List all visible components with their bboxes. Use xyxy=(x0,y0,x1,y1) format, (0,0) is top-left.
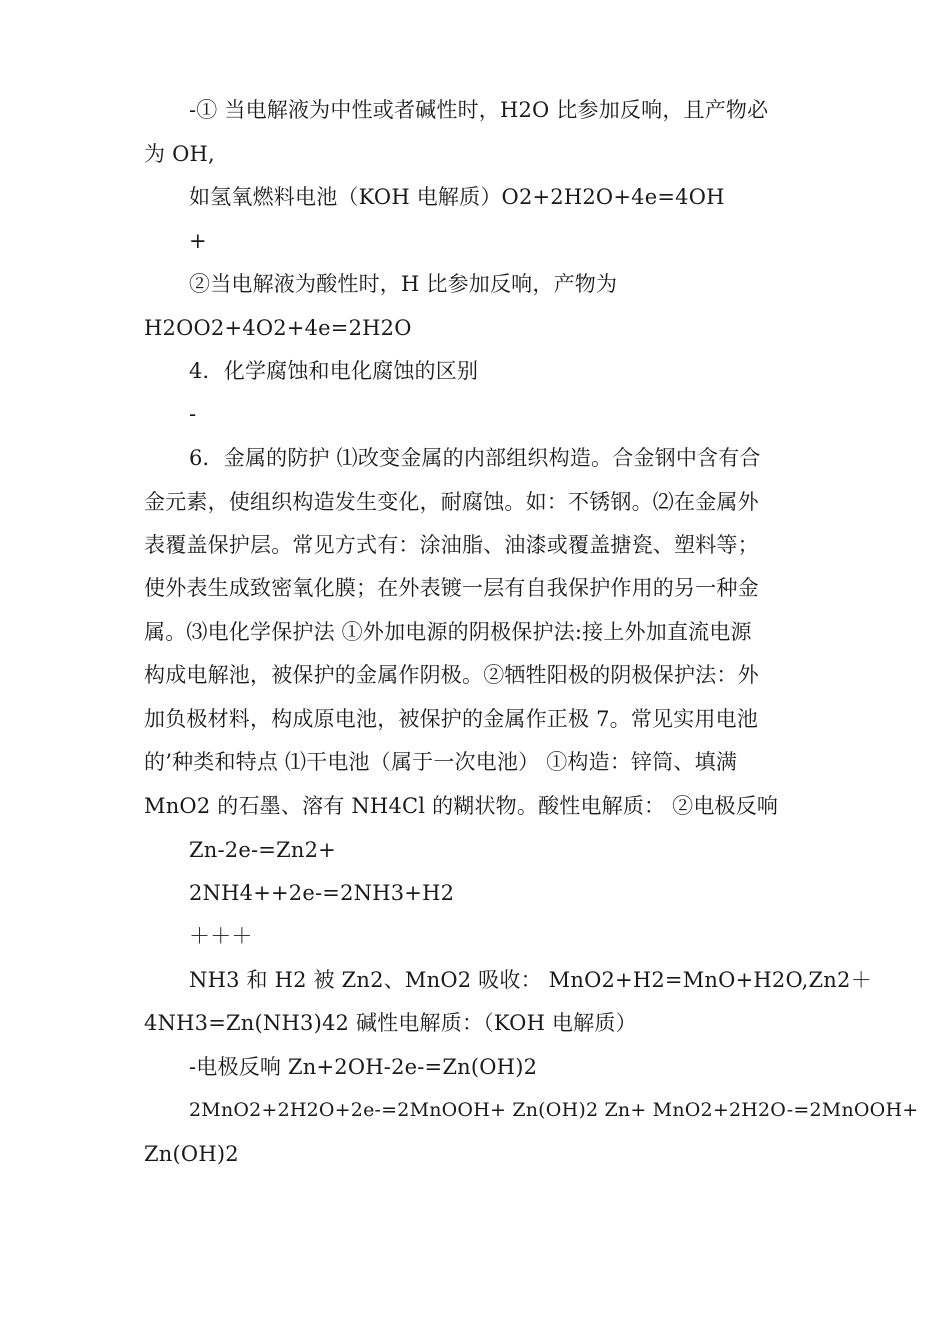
text-line: 表覆盖保护层。常见方式有：涂油脂、油漆或覆盖搪瓷、塑料等； xyxy=(144,533,759,557)
section-heading: 4．化学腐蚀和电化腐蚀的区别 xyxy=(189,359,479,383)
text-line: 2MnO2+2H2O+2e-=2MnOOH+ Zn(OH)2 Zn+ MnO2+2H2O-=2MnOOH+ xyxy=(189,1099,919,1121)
text-line: + xyxy=(189,229,207,253)
text-line: MnO2 的石墨、溶有 NH4Cl 的糊状物。酸性电解质： ②电极反响 xyxy=(144,794,779,818)
text-line: 4NH3=Zn(NH3)42 碱性电解质：（KOH 电解质） xyxy=(144,1011,637,1035)
text-line: 金元素，使组织构造发生变化，耐腐蚀。如：不锈钢。⑵在金属外 xyxy=(144,490,759,514)
text-line: 为 OH, xyxy=(144,142,215,166)
text-line: ＋＋＋ xyxy=(189,924,253,948)
text-line: 6．金属的防护 ⑴改变金属的内部组织构造。合金钢中含有合 xyxy=(189,446,761,470)
text-line: -① 当电解液为中性或者碱性时，H2O 比参加反响，且产物必 xyxy=(189,98,769,122)
text-line: 使外表生成致密氧化膜；在外表镀一层有自我保护作用的另一种金 xyxy=(144,576,759,600)
text-line: 加负极材料，构成原电池，被保护的金属作正极 7。常见实用电池 xyxy=(144,707,759,731)
text-line: H2OO2+4O2+4e=2H2O xyxy=(144,316,412,340)
text-line: - xyxy=(189,402,197,426)
text-line: 的’种类和特点 ⑴干电池（属于一次电池） ①构造：锌筒、填满 xyxy=(144,750,738,774)
text-line: -电极反响 Zn+2OH-2e-=Zn(OH)2 xyxy=(189,1055,538,1079)
text-line: 构成电解池，被保护的金属作阴极。②牺牲阳极的阴极保护法：外 xyxy=(144,663,759,687)
text-line: NH3 和 H2 被 Zn2、MnO2 吸收： MnO2+H2=MnO+H2O,Zn2＋ xyxy=(189,968,872,992)
text-line: 如氢氧燃料电池（KOH 电解质）O2+2H2O+4e=4OH xyxy=(189,185,725,209)
text-line: Zn-2e-=Zn2+ xyxy=(189,838,336,862)
text-line: 属。⑶电化学保护法 ①外加电源的阴极保护法:接上外加直流电源 xyxy=(144,620,752,644)
text-line: 2NH4++2e-=2NH3+H2 xyxy=(189,881,455,905)
text-line: Zn(OH)2 xyxy=(144,1142,239,1166)
text-line: ②当电解液为酸性时，H 比参加反响，产物为 xyxy=(189,272,618,296)
